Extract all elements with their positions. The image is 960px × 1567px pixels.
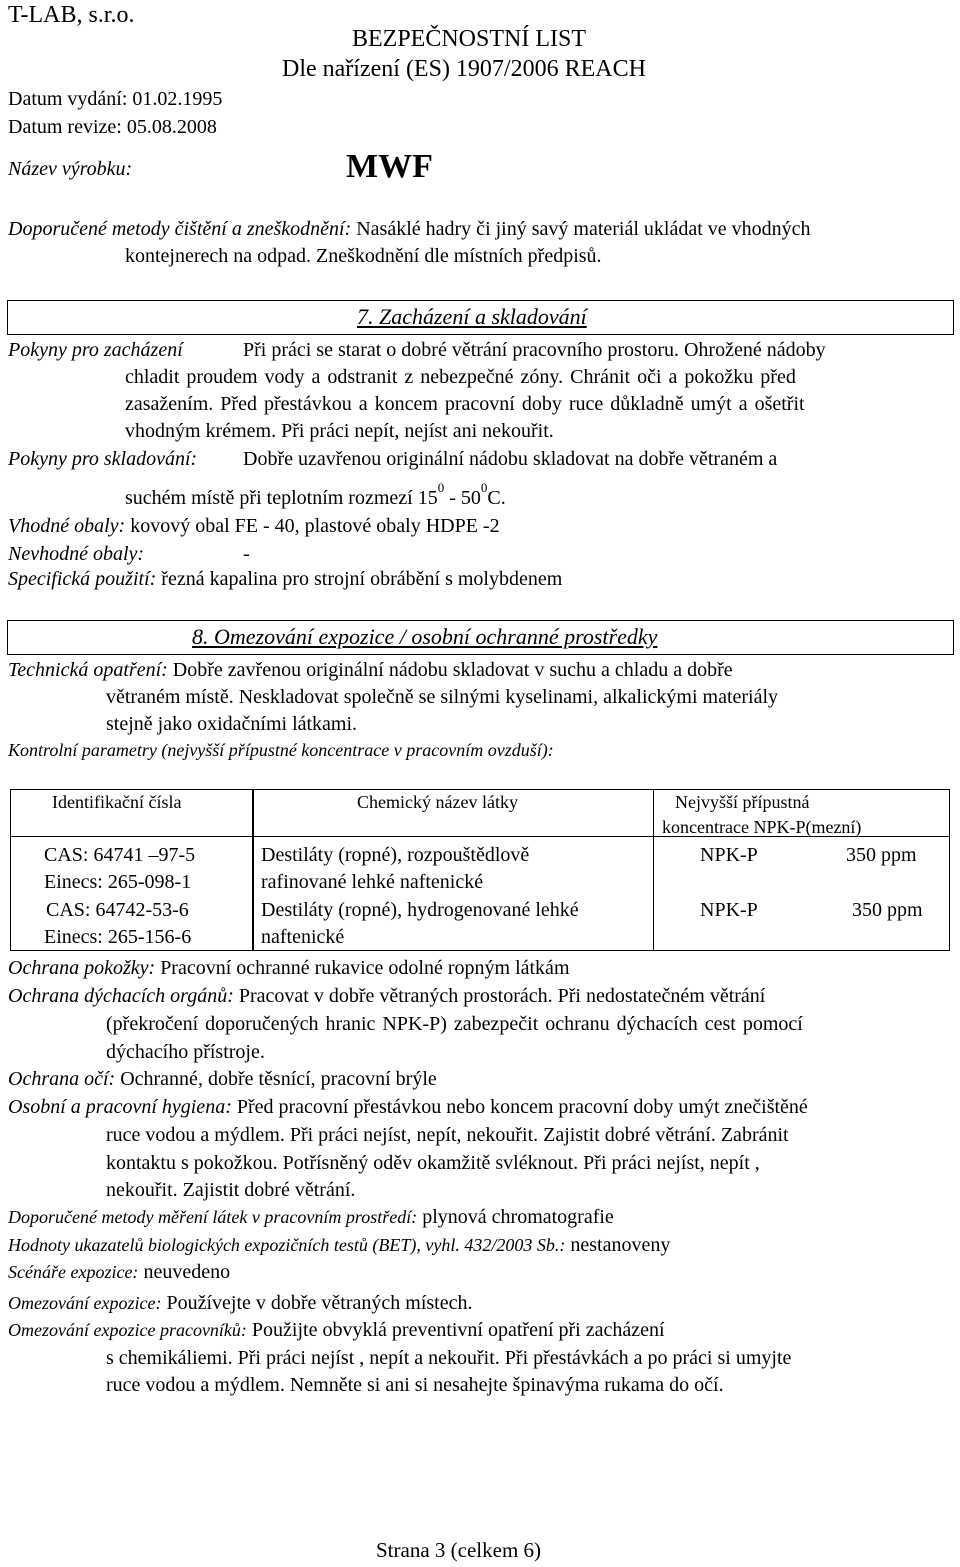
resp-text-3: dýchacího přístroje. <box>106 1041 265 1063</box>
disposal-line-1 <box>8 218 811 241</box>
table-top-border <box>10 789 950 790</box>
exposure-limitation <box>8 1292 472 1315</box>
tech-label: Technická opatření: <box>8 659 168 681</box>
disposal-line-2: kontejnerech na odpad. Zneškodnění dle místních předpisů. <box>125 245 602 267</box>
hygiene <box>8 1096 808 1119</box>
handling-text-3: zasažením. Před přestávkou a koncem pracovní doby ruce důkladně umýt a ošetřit <box>125 393 805 415</box>
worker-text-2: s chemikáliemi. Při práci nejíst , nepít a nekouřit. Při přestávkách a po práci si umyjte <box>106 1347 792 1369</box>
disposal-text-1: Nasáklé hadry či jiný savý materiál ukládat ve vhodných <box>351 218 811 240</box>
worker-label: Omezování expozice pracovníků: <box>8 1320 247 1340</box>
row1-cas: CAS: 64741 –97-5 <box>44 844 196 866</box>
measure-label: Doporučené metody měření látek v pracovním prostředí: <box>8 1207 418 1227</box>
resp-text-1: Pracovat v dobře větraných prostorách. Při nedostatečném větrání <box>233 985 766 1007</box>
handling-text-4: vhodným krémem. Při práci nepít, nejíst ani nekouřit. <box>125 420 554 442</box>
worker-text-3: ruce vodou a mýdlem. Nemněte si ani si nesahejte špinavýma rukama do očí. <box>106 1374 724 1396</box>
storage-text-1: Dobře uzavřenou originální nádobu skladovat na dobře větraném a <box>243 448 778 470</box>
row2-limit-type: NPK-P <box>700 899 758 921</box>
unsuitable-label: Nevhodné obaly: <box>8 543 145 565</box>
table-header-ids: Identifikační čísla <box>52 792 182 812</box>
product-name: MWF <box>346 148 433 185</box>
table-left-border <box>10 789 11 951</box>
revision-date: Datum revize: 05.08.2008 <box>8 116 217 138</box>
specific-value: řezná kapalina pro strojní obrábění s molybdenem <box>156 568 563 590</box>
hygiene-text-3: kontaktu s pokožkou. Potřísněný oděv okamžitě svléknout. Při práci nejíst, nepít , <box>106 1152 760 1174</box>
limitation-label: Omezování expozice: <box>8 1293 162 1313</box>
eye-protection <box>8 1068 437 1091</box>
regulation: Dle nařízení (ES) 1907/2006 REACH <box>282 56 646 82</box>
storage-label: Pokyny pro skladování: <box>8 448 198 470</box>
hygiene-text-2: ruce vodou a mýdlem. Při práci nejíst, nepít, nekouřit. Zajistit dobré větrání. Zabránit <box>106 1124 789 1146</box>
table-col-divider-2 <box>653 789 654 951</box>
limitation-value: Používejte v dobře větraných místech. <box>161 1292 473 1314</box>
respiratory-protection <box>8 985 765 1008</box>
suitable-label: Vhodné obaly: <box>8 515 126 537</box>
tech-measures <box>8 659 733 682</box>
skin-label: Ochrana pokožky: <box>8 957 156 979</box>
resp-label: Ochrana dýchacích orgánů: <box>8 985 234 1007</box>
issue-date: Datum vydání: 01.02.1995 <box>8 88 223 110</box>
row1-limit-type: NPK-P <box>700 844 758 866</box>
company-name: T-LAB, s.r.o. <box>8 2 135 28</box>
measurement-methods <box>8 1206 614 1229</box>
table-right-border <box>949 789 950 951</box>
row2-einecs: Einecs: 265-156-6 <box>44 926 192 948</box>
tech-text-3: stejně jako oxidačními látkami. <box>106 713 358 735</box>
storage-temp-text: suchém místě při teplotním rozmezí 15 <box>125 487 438 509</box>
bet-values <box>8 1234 670 1257</box>
control-params-label: Kontrolní parametry (nejvyšší přípustné koncentrace v pracovním ovzduší): <box>8 740 554 760</box>
resp-text-2: (překročení doporučených hranic NPK-P) zabezpečit ochranu dýchacích cest pomocí <box>106 1013 803 1035</box>
table-header-name: Chemický název látky <box>357 792 518 812</box>
table-bottom-border <box>10 950 950 951</box>
table-header-limit-1: Nejvyšší přípustná <box>675 792 810 812</box>
bet-label: Hodnoty ukazatelů biologických expozičních testů (BET), vyhl. 432/2003 Sb.: <box>8 1235 566 1255</box>
worker-text-1: Použijte obvyklá preventivní opatření při zacházení <box>246 1319 665 1341</box>
document-title: BEZPEČNOSTNÍ LIST <box>352 26 586 52</box>
handling-label: Pokyny pro zacházení <box>8 339 183 361</box>
suitable-packaging <box>8 515 500 538</box>
hygiene-label: Osobní a pracovní hygiena: <box>8 1096 232 1118</box>
worker-exposure <box>8 1319 665 1342</box>
specific-label: Specifická použití: <box>8 568 157 590</box>
hygiene-text-4: nekouřit. Zajistit dobré větrání. <box>106 1179 356 1201</box>
exposure-scenarios <box>8 1261 230 1284</box>
degree-sup-1: 0 <box>437 480 445 495</box>
table-col-divider-1 <box>252 789 254 951</box>
row1-name-1: Destiláty (ropné), rozpouštědlově <box>261 844 530 866</box>
suitable-value: kovový obal FE - 40, plastové obaly HDPE -2 <box>125 515 500 537</box>
eye-value: Ochranné, dobře těsnící, pracovní brýle <box>115 1068 437 1090</box>
scenario-label: Scénáře expozice: <box>8 1262 139 1282</box>
row2-name-1: Destiláty (ropné), hydrogenované lehké <box>261 899 579 921</box>
handling-text-1: Při práci se starat o dobré větrání pracovního prostoru. Ohrožené nádoby <box>243 339 826 361</box>
storage-text-2 <box>125 480 506 510</box>
storage-temp-unit: C. <box>487 487 506 509</box>
tech-text-2: větraném místě. Neskladovat společně se silnými kyselinami, alkalickými materiály <box>106 686 779 708</box>
unsuitable-value: - <box>243 543 250 565</box>
table-header-limit-2: koncentrace NPK-P(mezní) <box>662 817 862 837</box>
tech-text-1: Dobře zavřenou originální nádobu skladovat v suchu a chladu a dobře <box>167 659 733 681</box>
row2-cas: CAS: 64742-53-6 <box>46 899 189 921</box>
hygiene-text-1: Před pracovní přestávkou nebo koncem pracovní doby umýt znečištěné <box>231 1096 808 1118</box>
handling-text-2: chladit proudem vody a odstranit z nebezpečné zóny. Chránit oči a pokožku před <box>125 366 796 388</box>
row1-limit-value: 350 ppm <box>846 844 917 866</box>
section-7-title: 7. Zacházení a skladování <box>357 304 587 329</box>
skin-value: Pracovní ochranné rukavice odolné ropným látkám <box>155 957 570 979</box>
measure-value: plynová chromatografie <box>417 1206 614 1228</box>
row2-limit-value: 350 ppm <box>852 899 923 921</box>
disposal-label: Doporučené metody čištění a zneškodnění: <box>8 218 352 240</box>
section-8-title: 8. Omezování expozice / osobní ochranné prostředky <box>192 624 658 649</box>
page-number: Strana 3 (celkem 6) <box>376 1538 542 1562</box>
row1-einecs: Einecs: 265-098-1 <box>44 871 192 893</box>
specific-use <box>8 568 562 591</box>
skin-protection <box>8 957 570 980</box>
product-label: Název výrobku: <box>8 158 133 180</box>
eye-label: Ochrana očí: <box>8 1068 116 1090</box>
row2-name-2: naftenické <box>261 926 345 948</box>
bet-value: nestanoveny <box>565 1234 671 1256</box>
degree-sup-2: 0 <box>480 480 488 495</box>
row1-name-2: rafinované lehké naftenické <box>261 871 484 893</box>
storage-temp-upper: - 50 <box>444 487 481 509</box>
scenario-value: neuvedeno <box>138 1261 231 1283</box>
